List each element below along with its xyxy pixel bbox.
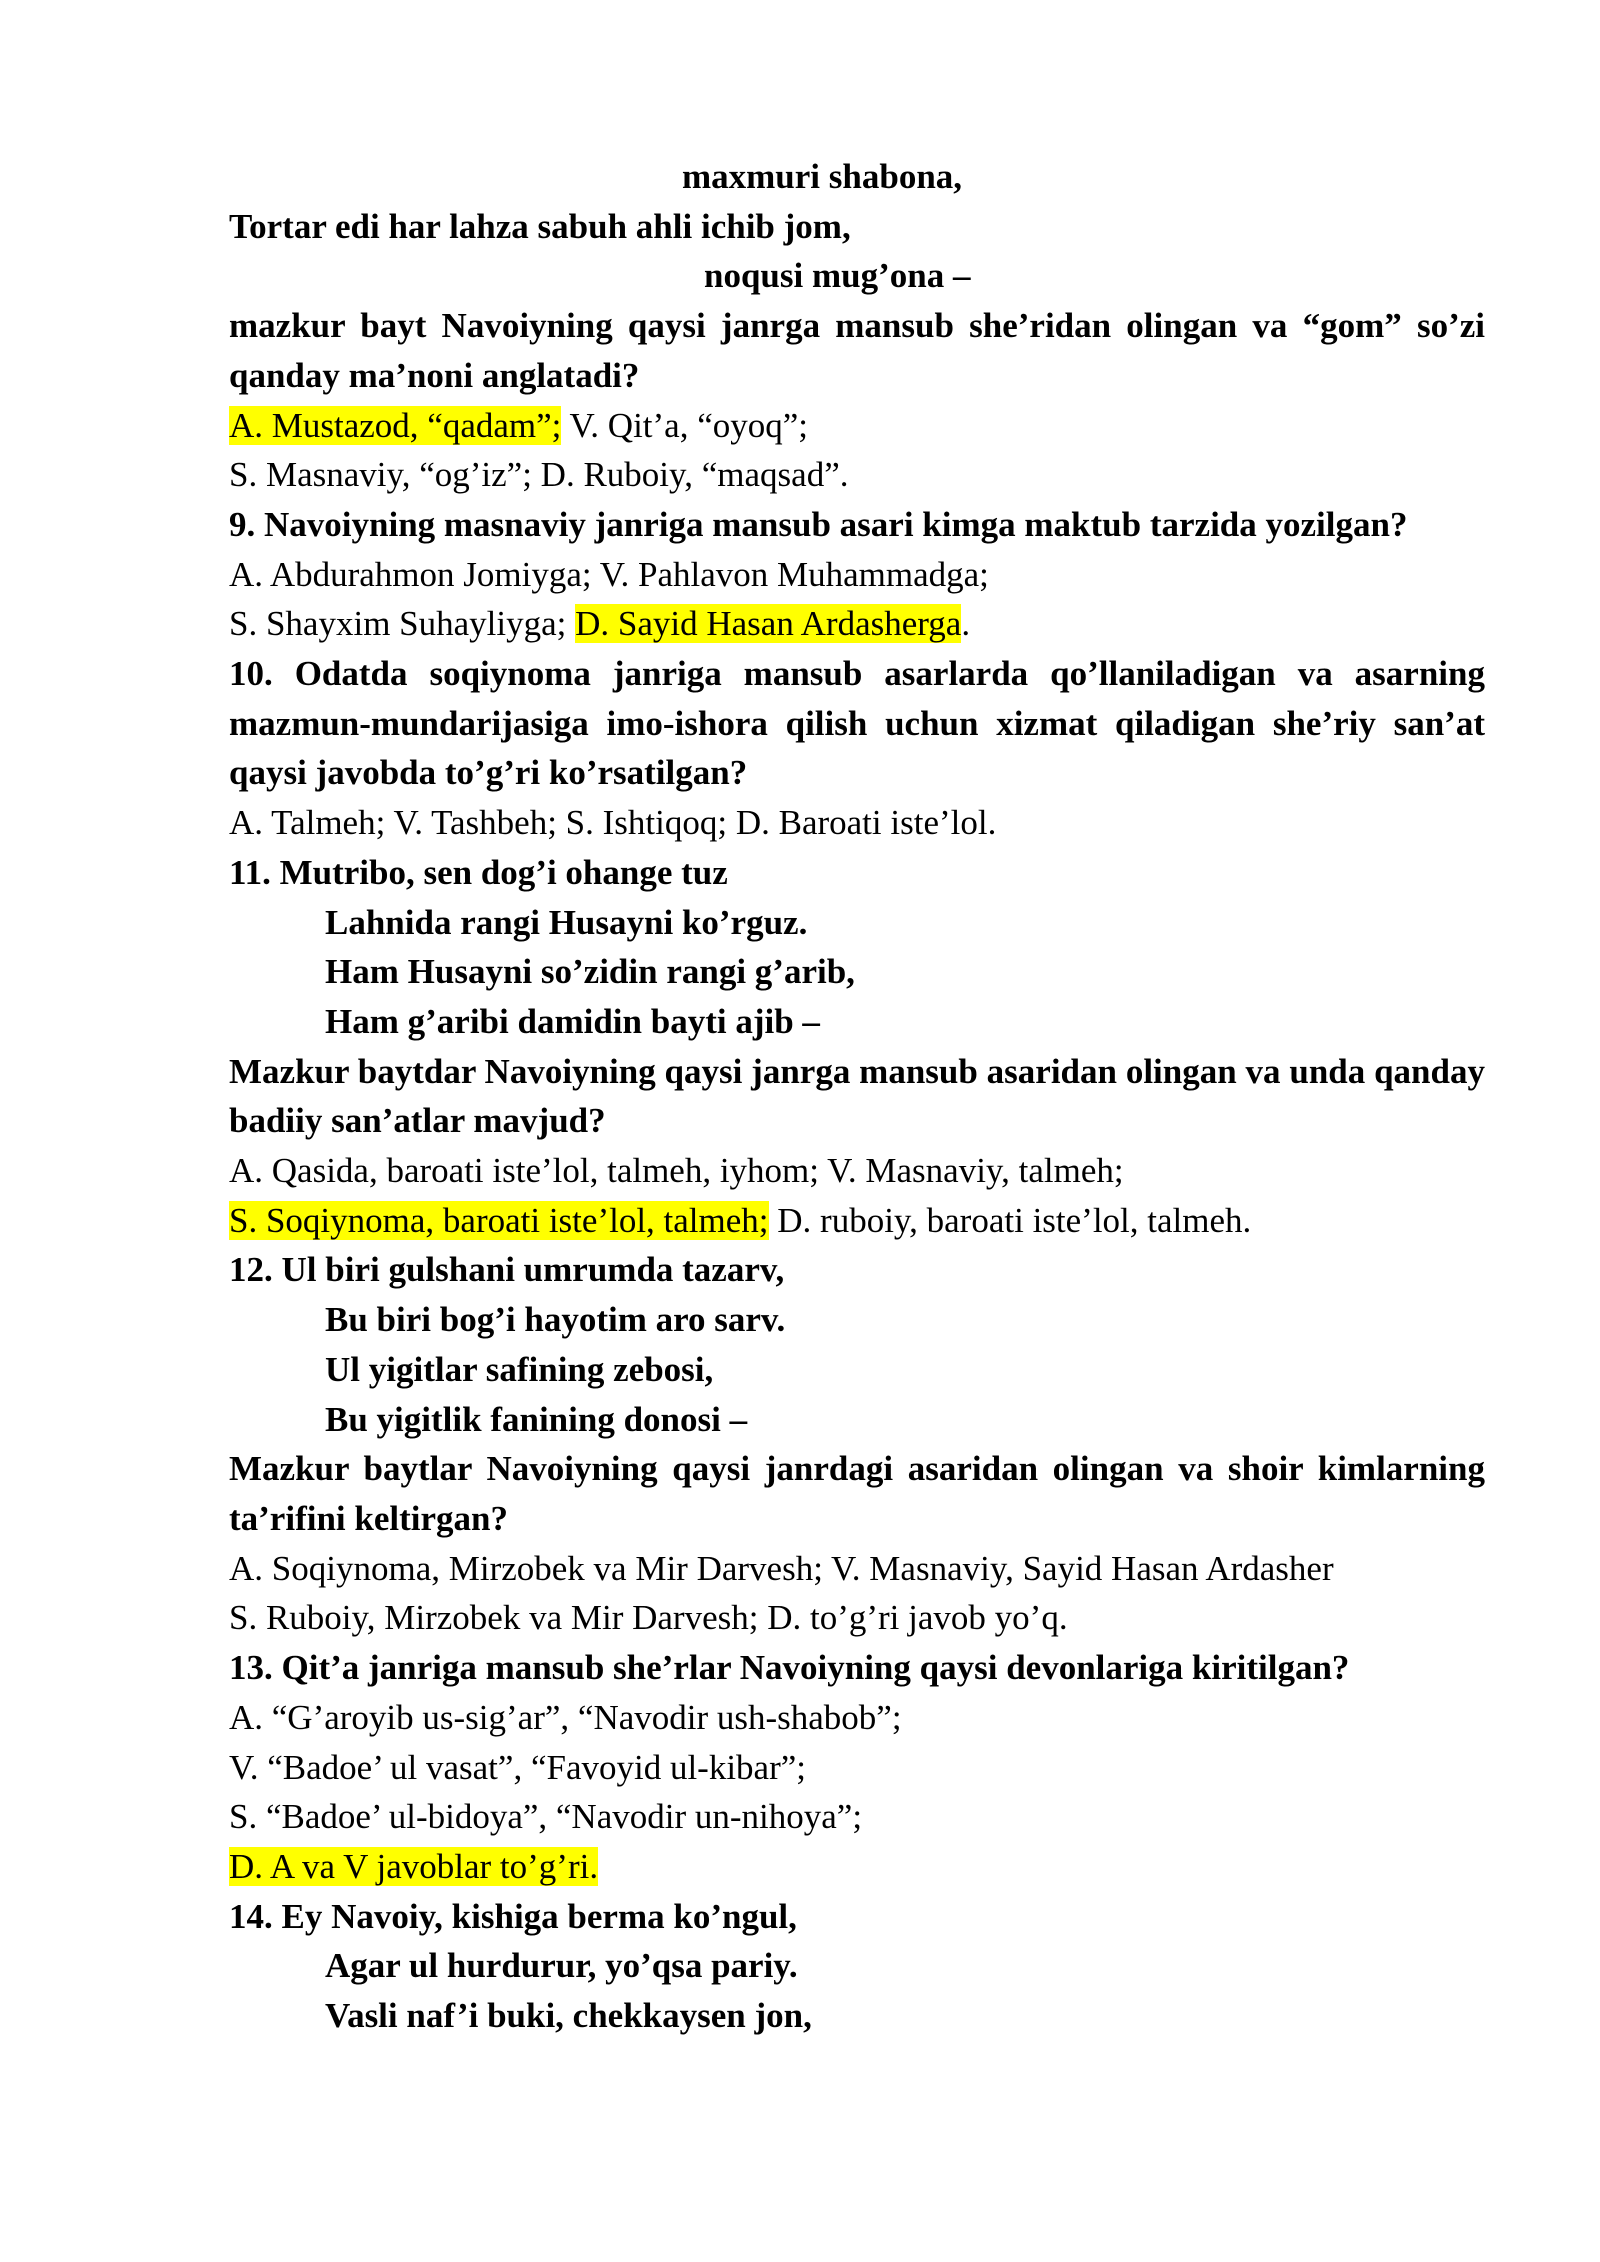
answer-option: D. ruboiy, baroati iste’lol, talmeh.	[768, 1200, 1252, 1240]
question-10-text: 10. Odatda soqiynoma janriga mansub asarlarda qo’llaniladigan va asarning mazmun-mundarijasiga imo-ishora qilish uchun xizmat qiladigan she’riy san’at qaysi javobda to’g’ri ko’rsatilgan?	[229, 654, 1485, 793]
question-13-option-d	[229, 1842, 1485, 1892]
question-14-verse: 14. Ey Navoiy, kishiga berma ko’ngul,	[229, 1896, 797, 1936]
question-8-text: mazkur bayt Navoiyning qaysi janrga mansub she’ridan olingan va “gom” so’zi qanday ma’noni anglatadi?	[229, 306, 1485, 395]
answer-option: S. Shayxim Suhayliyga;	[229, 604, 576, 644]
verse-line: maxmuri shabona,	[682, 157, 963, 196]
verse-line: noqusi mug’ona –	[704, 256, 971, 296]
question-14-verse: Agar ul hurdurur, yo’qsa pariy.	[325, 1946, 798, 1986]
question-11-options-ab: A. Qasida, baroati iste’lol, talmeh, iyhom; V. Masnaviy, talmeh;	[229, 1151, 1124, 1191]
question-13-option-b: V. “Badoe’ ul vasat”, “Favoyid ul-kibar”;	[229, 1747, 807, 1787]
question-12-verse: 12. Ul biri gulshani umrumda tazarv,	[229, 1250, 785, 1290]
question-9-options-ab: A. Abdurahmon Jomiyga; V. Pahlavon Muhammadga;	[229, 554, 989, 594]
question-12-text: Mazkur baytlar Navoiyning qaysi janrdagi asaridan olingan va shoir kimlarning ta’rifini keltirgan?	[229, 1449, 1485, 1538]
question-11-verse: Lahnida rangi Husayni ko’rguz.	[325, 902, 808, 942]
question-9-text: 9. Navoiyning masnaviy janriga mansub asari kimga maktub tarzida yozilgan?	[229, 504, 1408, 544]
answer-option: V. Qit’a, “oyoq”;	[561, 405, 808, 445]
question-12-options-cd: S. Ruboiy, Mirzobek va Mir Darvesh; D. to’g’ri javob yo’q.	[229, 1598, 1068, 1638]
question-12-verse: Bu yigitlik fanining donosi –	[325, 1399, 748, 1439]
question-11-text: Mazkur baytdar Navoiyning qaysi janrga mansub asaridan olingan va unda qanday badiiy san’atlar mavjud?	[229, 1051, 1485, 1141]
question-11-verse: 11. Mutribo, sen dog’i ohange tuz	[229, 852, 728, 892]
question-8-options-cd: S. Masnaviy, “og’iz”; D. Ruboiy, “maqsad”.	[229, 455, 849, 495]
question-13-option-c: S. “Badoe’ ul-bidoya”, “Navodir un-nihoya”;	[229, 1797, 863, 1837]
document-body	[229, 152, 1485, 2041]
question-14-verse: Vasli naf’i buki, chekkaysen jon,	[325, 1996, 812, 2036]
question-13-option-a: A. “G’aroyib us-sig’ar”, “Navodir ush-shabob”;	[229, 1697, 902, 1737]
correct-answer-highlight: D. Sayid Hasan Ardasherga	[575, 604, 962, 644]
question-9-options-cd	[229, 599, 1485, 649]
question-12-options-ab: A. Soqiynoma, Mirzobek va Mir Darvesh; V. Masnaviy, Sayid Hasan Ardasher	[229, 1548, 1334, 1588]
correct-answer-highlight: S. Soqiynoma, baroati iste’lol, talmeh;	[229, 1200, 769, 1240]
question-10-options: A. Talmeh; V. Tashbeh; S. Ishtiqoq; D. Baroati iste’lol.	[229, 803, 997, 843]
question-12-verse: Ul yigitlar safining zebosi,	[325, 1349, 714, 1389]
question-11-verse: Ham g’aribi damidin bayti ajib –	[325, 1001, 820, 1041]
question-11-verse: Ham Husayni so’zidin rangi g’arib,	[325, 952, 855, 992]
question-8-options-ab	[229, 401, 1485, 451]
correct-answer-highlight: D. A va V javoblar to’g’ri.	[229, 1846, 599, 1886]
question-13-text: 13. Qit’a janriga mansub she’rlar Navoiyning qaysi devonlariga kiritilgan?	[229, 1648, 1350, 1688]
correct-answer-highlight: A. Mustazod, “qadam”;	[229, 405, 562, 445]
verse-line: Tortar edi har lahza sabuh ahli ichib jom,	[229, 206, 851, 246]
punctuation: .	[961, 604, 971, 644]
question-11-options-cd	[229, 1196, 1485, 1246]
question-12-verse: Bu biri bog’i hayotim aro sarv.	[325, 1300, 786, 1340]
